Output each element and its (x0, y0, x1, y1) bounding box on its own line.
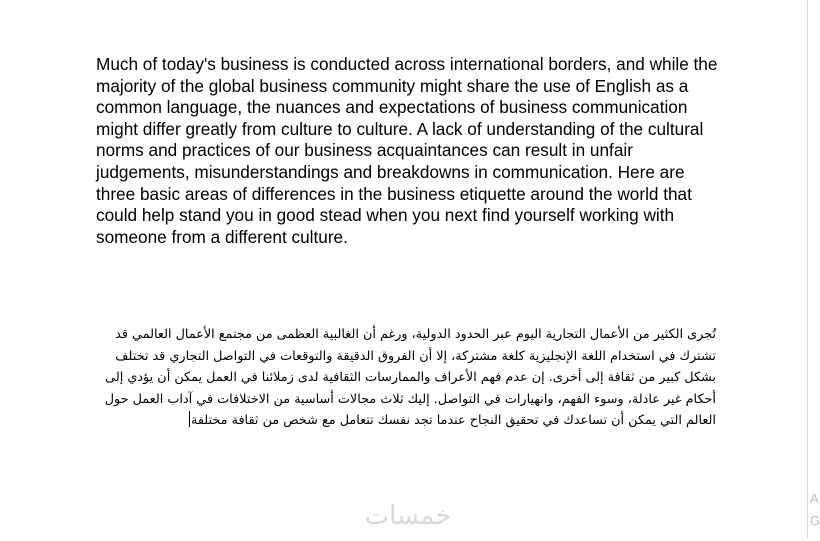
khamsat-watermark (356, 496, 460, 536)
arabic-paragraph-text: تُجرى الكثير من الأعمال التجارية اليوم عبر الحدود الدولية، ورغم أن الغالبية العظمى من مجتمع الأعمال العالمي قد تشترك في استخدام اللغة الإنجليزية كلغة مشتركة، إلا أن الفروق الدقيقة والتوقعات في التواصل التجاري قد تختلف بشكل كبير من ثقافة إلى أخرى. إن عدم فهم الأعراف والممارسات الثقافية لدى زملائنا في العمل يمكن أن يؤدي إلى أحكام غير عادلة، وسوء الفهم، وانهيارات في التواصل. إليك ثلاث مجالات أساسية من الاختلافات في آداب العمل حول العالم التي يمكن أن تساعدك في تحقيق النجاح عندما تجد نفسك تتعامل مع شخص من ثقافة مختلفة (104, 327, 716, 429)
khamsat-logo-icon (356, 496, 460, 536)
right-panel-edge (807, 0, 820, 538)
arabic-paragraph[interactable] (90, 324, 716, 432)
watermark-text: خمسات (364, 501, 452, 531)
right-panel-letter-a: A (810, 491, 819, 506)
text-cursor (189, 411, 190, 427)
english-paragraph[interactable]: Much of today's business is conducted across international borders, and while the majority of the global business community might share the use of English as a common language, the nuances and expectations of business communication might differ greatly from culture to culture. A lack of understanding of the cultural norms and practices of our business acquaintances can result in unfair judgements, misunderstandings and breakdowns in communication. Here are three basic areas of differences in the business etiquette around the world that could help stand you in good stead when you next find yourself working with someone from a different culture. (96, 54, 718, 247)
right-panel-letter-g: G (810, 513, 820, 528)
